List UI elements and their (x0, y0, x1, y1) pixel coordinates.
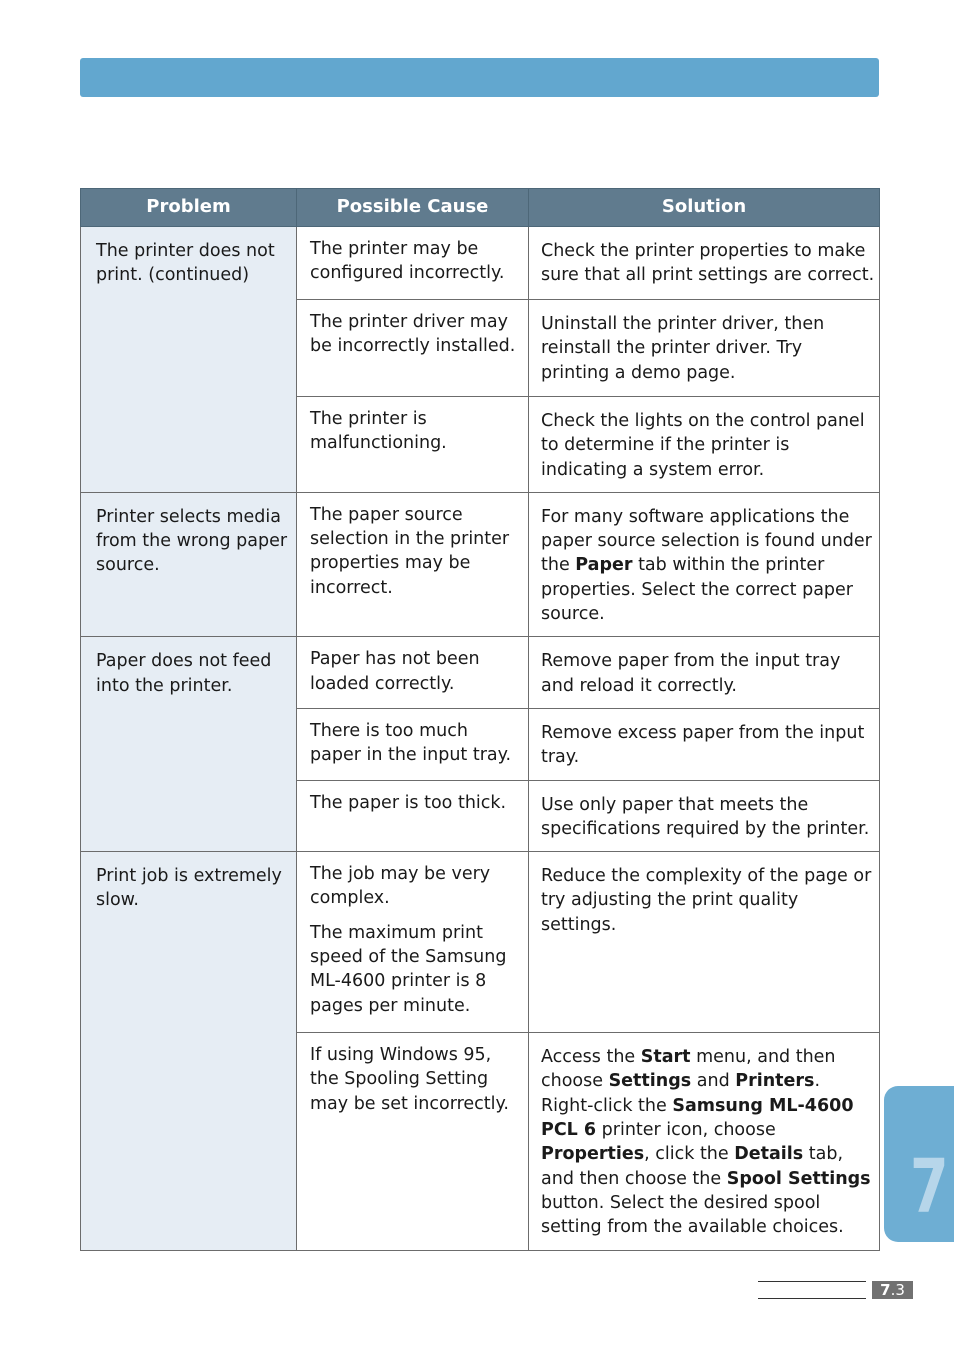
problem-cell: The printer does not print. (continued) (81, 227, 297, 493)
problem-cell: Paper does not feed into the printer. (81, 637, 297, 852)
cause-cell: Paper has not been loaded correctly. (297, 637, 529, 709)
problem-cell: Printer selects media from the wrong paper source. (81, 492, 297, 636)
cause-cell: The paper is too thick. (297, 780, 529, 852)
problem-cell: Print job is extremely slow. (81, 852, 297, 1250)
solution-cell: For many software applications the paper source selection is found under the Paper tab within the printer properties. Select the correct paper source. (529, 492, 880, 636)
header-possible-cause: Possible Cause (297, 189, 529, 227)
cause-cell: If using Windows 95, the Spooling Setting may be set incorrectly. (297, 1033, 529, 1250)
solution-cell: Access the Start menu, and then choose Settings and Printers. Right-click the Samsung ML-4600 PCL 6 printer icon, choose Properties, click the Details tab, and then choose the Spool Settings button. Select the desired spool setting from the available choices. (529, 1033, 880, 1250)
table-row (81, 227, 880, 300)
footer-rule (758, 1281, 866, 1282)
cause-cell (297, 852, 529, 1033)
table-row (81, 492, 880, 636)
page-number-page: .3 (890, 1281, 905, 1299)
solution-cell: Remove excess paper from the input tray. (529, 708, 880, 780)
table-row (81, 637, 880, 709)
cause-cell: The printer is malfunctioning. (297, 397, 529, 493)
header-solution: Solution (529, 189, 880, 227)
solution-cell: Uninstall the printer driver, then reinstall the printer driver. Try printing a demo page. (529, 300, 880, 397)
page-number-chapter: 7 (880, 1281, 891, 1299)
table-row (81, 852, 880, 1033)
solution-cell: Use only paper that meets the specifications required by the printer. (529, 780, 880, 852)
solution-cell: Reduce the complexity of the page or try adjusting the print quality settings. (529, 852, 880, 1033)
cause-text: The job may be very complex. (310, 864, 491, 909)
chapter-number: 7 (910, 1144, 949, 1230)
page-number-badge (872, 1281, 913, 1299)
cause-cell: The paper source selection in the printer properties may be incorrect. (297, 492, 529, 636)
chapter-header-banner (80, 58, 879, 97)
header-problem: Problem (81, 189, 297, 227)
cause-cell: The printer driver may be incorrectly installed. (297, 300, 529, 397)
troubleshooting-table (80, 188, 880, 1251)
cause-cell: There is too much paper in the input tray. (297, 708, 529, 780)
footer-rule (758, 1298, 866, 1299)
cause-cell: The printer may be configured incorrectly. (297, 227, 529, 300)
solution-cell: Check the lights on the control panel to determine if the printer is indicating a system error. (529, 397, 880, 493)
solution-cell: Remove paper from the input tray and reload it correctly. (529, 637, 880, 709)
table-header-row (81, 189, 880, 227)
cause-text-note: The maximum print speed of the Samsung ML-4600 printer is 8 pages per minute. (310, 922, 507, 1016)
solution-cell: Check the printer properties to make sure that all print settings are correct. (529, 227, 880, 300)
